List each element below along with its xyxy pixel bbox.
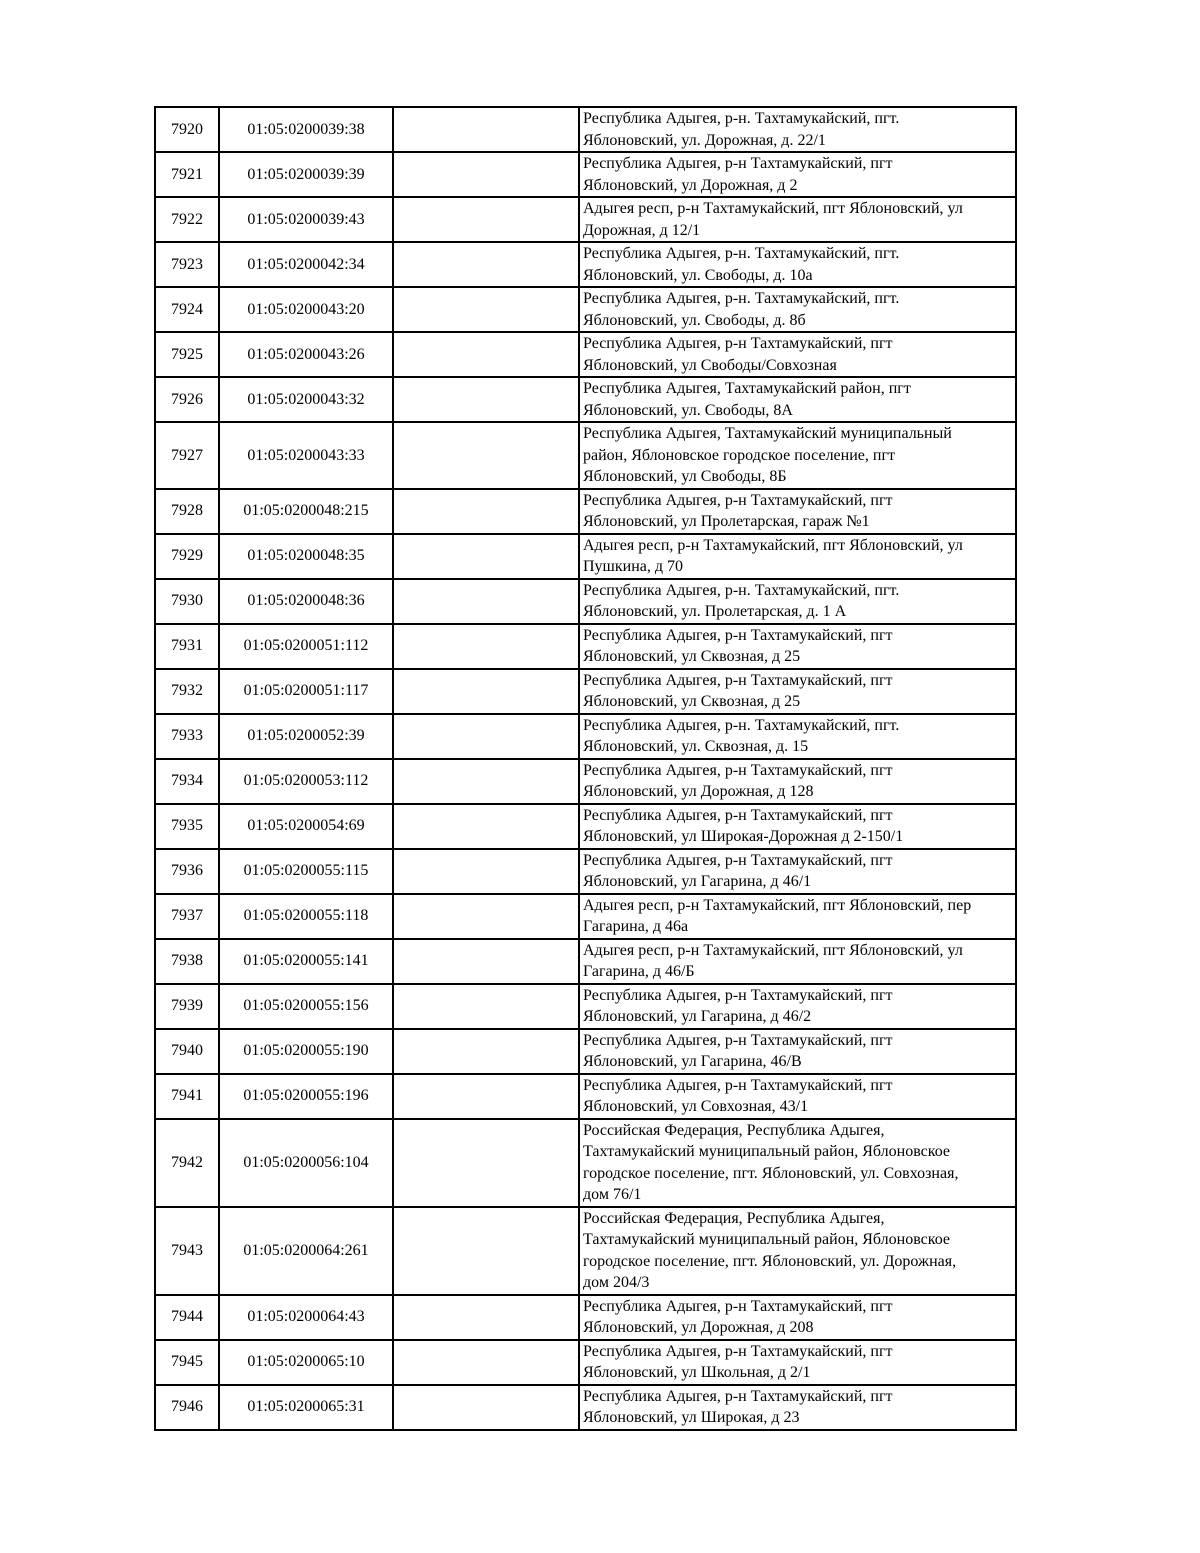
- cadastral-number-cell: 01:05:0200064:43: [219, 1295, 393, 1340]
- row-number-cell: 7941: [155, 1074, 219, 1119]
- address-line: Яблоновский, ул Гагарина, д 46/2: [583, 1008, 812, 1025]
- address-line: Яблоновский, ул Сквозная, д 25: [583, 693, 801, 710]
- empty-cell: [393, 894, 579, 939]
- empty-cell: [393, 1295, 579, 1340]
- empty-cell: [393, 197, 579, 242]
- table-row: [155, 242, 1016, 287]
- address-line: Республика Адыгея, р-н Тахтамукайский, пгт: [583, 1297, 893, 1315]
- cadastral-number-cell: 01:05:0200054:69: [219, 804, 393, 849]
- address-cell: [579, 714, 1016, 759]
- row-number-cell: 7942: [155, 1119, 219, 1207]
- address-line: Адыгея респ, р-н Тахтамукайский, пгт Яблоновский, пер: [583, 896, 972, 914]
- row-number-cell: 7922: [155, 197, 219, 242]
- address-cell: [579, 242, 1016, 287]
- address-line: дом 204/3: [583, 1274, 650, 1291]
- address-line: Гагарина, д 46а: [583, 918, 689, 935]
- empty-cell: [393, 1074, 579, 1119]
- table-row: [155, 152, 1016, 197]
- address-line: Яблоновский, ул Дорожная, д 208: [583, 1319, 814, 1336]
- row-number-cell: 7939: [155, 984, 219, 1029]
- address-line: Яблоновский, ул Дорожная, д 128: [583, 783, 814, 800]
- table-row: [155, 107, 1016, 152]
- address-cell: [579, 1295, 1016, 1340]
- address-cell: [579, 804, 1016, 849]
- row-number-cell: 7938: [155, 939, 219, 984]
- empty-cell: [393, 1207, 579, 1295]
- empty-cell: [393, 1029, 579, 1074]
- empty-cell: [393, 422, 579, 489]
- empty-cell: [393, 152, 579, 197]
- table-row: [155, 804, 1016, 849]
- address-line: Яблоновский, ул Широкая-Дорожная д 2-150/1: [583, 828, 904, 845]
- table-row: [155, 1340, 1016, 1385]
- address-cell: [579, 984, 1016, 1029]
- address-cell: [579, 624, 1016, 669]
- address-line: Яблоновский, ул. Свободы, 8А: [583, 401, 793, 419]
- address-line: Республика Адыгея, р-н. Тахтамукайский, пгт.: [583, 581, 900, 599]
- table-row: [155, 759, 1016, 804]
- address-line: Яблоновский, ул. Свободы, д. 10а: [583, 266, 813, 284]
- table-row: [155, 579, 1016, 624]
- empty-cell: [393, 984, 579, 1029]
- address-line: Республика Адыгея, р-н. Тахтамукайский, пгт.: [583, 245, 900, 262]
- address-line: Дорожная, д 12/1: [583, 221, 701, 239]
- table-row: [155, 939, 1016, 984]
- empty-cell: [393, 579, 579, 624]
- address-cell: [579, 197, 1016, 242]
- cadastral-number-cell: 01:05:0200053:112: [219, 759, 393, 804]
- address-line: Республика Адыгея, Тахтамукайский район, пгт: [583, 380, 911, 397]
- cadastral-number-cell: 01:05:0200056:104: [219, 1119, 393, 1207]
- row-number-cell: 7946: [155, 1385, 219, 1430]
- address-cell: [579, 1385, 1016, 1430]
- address-cell: [579, 1207, 1016, 1295]
- table-row: [155, 1295, 1016, 1340]
- address-line: Российская Федерация, Республика Адыгея,: [583, 1121, 885, 1139]
- address-line: городское поселение, пгт. Яблоновский, ул. Дорожная,: [583, 1252, 957, 1270]
- cadastral-number-cell: 01:05:0200048:35: [219, 534, 393, 579]
- cadastral-number-cell: 01:05:0200043:26: [219, 332, 393, 377]
- empty-cell: [393, 287, 579, 332]
- address-line: Республика Адыгея, р-н Тахтамукайский, пгт: [583, 155, 893, 172]
- address-line: Яблоновский, ул Широкая, д 23: [583, 1409, 800, 1426]
- address-line: Яблоновский, ул Гагарина, д 46/1: [583, 873, 812, 890]
- row-number-cell: 7931: [155, 624, 219, 669]
- address-line: Республика Адыгея, р-н Тахтамукайский, пгт: [583, 1342, 893, 1360]
- address-line: дом 76/1: [583, 1186, 642, 1203]
- address-line: Адыгея респ, р-н Тахтамукайский, пгт Яблоновский, ул: [583, 200, 963, 217]
- address-line: Республика Адыгея, р-н. Тахтамукайский, пгт.: [583, 716, 900, 734]
- table-row: [155, 984, 1016, 1029]
- empty-cell: [393, 849, 579, 894]
- address-cell: [579, 669, 1016, 714]
- table-row: [155, 422, 1016, 489]
- cadastral-number-cell: 01:05:0200043:20: [219, 287, 393, 332]
- address-cell: [579, 1029, 1016, 1074]
- row-number-cell: 7944: [155, 1295, 219, 1340]
- address-line: Яблоновский, ул Сквозная, д 25: [583, 648, 801, 665]
- row-number-cell: 7932: [155, 669, 219, 714]
- address-line: Республика Адыгея, р-н Тахтамукайский, пгт: [583, 335, 893, 352]
- table-row: [155, 894, 1016, 939]
- cadastral-number-cell: 01:05:0200048:215: [219, 489, 393, 534]
- row-number-cell: 7921: [155, 152, 219, 197]
- address-line: Республика Адыгея, р-н Тахтамукайский, пгт: [583, 851, 893, 869]
- address-cell: [579, 1340, 1016, 1385]
- address-line: Республика Адыгея, р-н Тахтамукайский, пгт: [583, 761, 893, 779]
- empty-cell: [393, 1385, 579, 1430]
- empty-cell: [393, 804, 579, 849]
- address-line: Тахтамукайский муниципальный район, Яблоновское: [583, 1231, 951, 1248]
- address-line: Республика Адыгея, р-н Тахтамукайский, пгт: [583, 1076, 893, 1094]
- cadastral-number-cell: 01:05:0200043:32: [219, 377, 393, 422]
- table-row: [155, 1119, 1016, 1207]
- row-number-cell: 7945: [155, 1340, 219, 1385]
- cadastral-number-cell: 01:05:0200055:156: [219, 984, 393, 1029]
- table-row: [155, 332, 1016, 377]
- address-line: Тахтамукайский муниципальный район, Яблоновское: [583, 1143, 951, 1160]
- row-number-cell: 7924: [155, 287, 219, 332]
- address-line: Яблоновский, ул. Сквозная, д. 15: [583, 738, 809, 755]
- cadastral-number-cell: 01:05:0200039:38: [219, 107, 393, 152]
- land-registry-table: [154, 106, 1017, 1431]
- cadastral-number-cell: 01:05:0200055:118: [219, 894, 393, 939]
- row-number-cell: 7935: [155, 804, 219, 849]
- cadastral-number-cell: 01:05:0200051:112: [219, 624, 393, 669]
- address-line: Яблоновский, ул. Дорожная, д. 22/1: [583, 131, 826, 149]
- address-line: Яблоновский, ул. Свободы, д. 8б: [583, 311, 806, 329]
- row-number-cell: 7933: [155, 714, 219, 759]
- address-line: Яблоновский, ул Пролетарская, гараж №1: [583, 513, 870, 530]
- row-number-cell: 7929: [155, 534, 219, 579]
- cadastral-number-cell: 01:05:0200048:36: [219, 579, 393, 624]
- table-row: [155, 624, 1016, 669]
- cadastral-number-cell: 01:05:0200055:141: [219, 939, 393, 984]
- cadastral-number-cell: 01:05:0200052:39: [219, 714, 393, 759]
- empty-cell: [393, 107, 579, 152]
- address-line: Республика Адыгея, р-н Тахтамукайский, пгт: [583, 491, 893, 509]
- address-line: Яблоновский, ул. Пролетарская, д. 1 А: [583, 603, 847, 620]
- row-number-cell: 7936: [155, 849, 219, 894]
- table-row: [155, 714, 1016, 759]
- address-cell: [579, 534, 1016, 579]
- empty-cell: [393, 714, 579, 759]
- table-row: [155, 377, 1016, 422]
- cadastral-number-cell: 01:05:0200042:34: [219, 242, 393, 287]
- address-line: Республика Адыгея, р-н Тахтамукайский, пгт: [583, 1031, 893, 1049]
- address-line: Яблоновский, ул Свободы/Совхозная: [583, 356, 837, 374]
- table-row: [155, 287, 1016, 332]
- address-cell: [579, 849, 1016, 894]
- cadastral-number-cell: 01:05:0200065:10: [219, 1340, 393, 1385]
- address-line: Адыгея респ, р-н Тахтамукайский, пгт Яблоновский, ул: [583, 941, 963, 959]
- cadastral-number-cell: 01:05:0200055:115: [219, 849, 393, 894]
- address-cell: [579, 759, 1016, 804]
- table-row: [155, 1074, 1016, 1119]
- empty-cell: [393, 377, 579, 422]
- cadastral-number-cell: 01:05:0200055:190: [219, 1029, 393, 1074]
- empty-cell: [393, 332, 579, 377]
- address-cell: [579, 1119, 1016, 1207]
- table-row: [155, 197, 1016, 242]
- table-row: [155, 1385, 1016, 1430]
- row-number-cell: 7930: [155, 579, 219, 624]
- address-cell: [579, 107, 1016, 152]
- address-line: Яблоновский, ул Дорожная, д 2: [583, 176, 798, 194]
- empty-cell: [393, 939, 579, 984]
- address-line: Республика Адыгея, Тахтамукайский муниципальный: [583, 425, 952, 442]
- row-number-cell: 7937: [155, 894, 219, 939]
- address-cell: [579, 332, 1016, 377]
- empty-cell: [393, 242, 579, 287]
- row-number-cell: 7927: [155, 422, 219, 489]
- address-line: Яблоновский, ул Гагарина, 46/В: [583, 1053, 802, 1070]
- address-line: городское поселение, пгт. Яблоновский, ул. Совхозная,: [583, 1164, 959, 1182]
- address-line: Гагарина, д 46/Б: [583, 963, 695, 980]
- address-cell: [579, 1074, 1016, 1119]
- address-line: Республика Адыгея, р-н Тахтамукайский, пгт: [583, 806, 893, 824]
- table-row: [155, 489, 1016, 534]
- address-cell: [579, 377, 1016, 422]
- address-line: Яблоновский, ул Свободы, 8Б: [583, 468, 787, 485]
- address-cell: [579, 152, 1016, 197]
- row-number-cell: 7943: [155, 1207, 219, 1295]
- address-line: Республика Адыгея, р-н Тахтамукайский, пгт: [583, 1387, 893, 1405]
- table-row: [155, 669, 1016, 714]
- address-cell: [579, 579, 1016, 624]
- table-body: [155, 107, 1016, 1430]
- row-number-cell: 7940: [155, 1029, 219, 1074]
- empty-cell: [393, 1340, 579, 1385]
- row-number-cell: 7923: [155, 242, 219, 287]
- cadastral-number-cell: 01:05:0200043:33: [219, 422, 393, 489]
- address-line: Республика Адыгея, р-н Тахтамукайский, пгт: [583, 986, 893, 1004]
- row-number-cell: 7920: [155, 107, 219, 152]
- address-line: Пушкина, д 70: [583, 558, 684, 575]
- cadastral-number-cell: 01:05:0200064:261: [219, 1207, 393, 1295]
- address-line: Яблоновский, ул Школьная, д 2/1: [583, 1364, 811, 1381]
- address-line: Республика Адыгея, р-н Тахтамукайский, пгт: [583, 626, 893, 644]
- address-cell: [579, 422, 1016, 489]
- table-row: [155, 1029, 1016, 1074]
- address-line: Республика Адыгея, р-н. Тахтамукайский, пгт.: [583, 110, 900, 127]
- empty-cell: [393, 624, 579, 669]
- address-line: Российская Федерация, Республика Адыгея,: [583, 1209, 885, 1227]
- address-cell: [579, 489, 1016, 534]
- cadastral-number-cell: 01:05:0200051:117: [219, 669, 393, 714]
- empty-cell: [393, 1119, 579, 1207]
- empty-cell: [393, 759, 579, 804]
- empty-cell: [393, 669, 579, 714]
- empty-cell: [393, 489, 579, 534]
- table-row: [155, 849, 1016, 894]
- row-number-cell: 7926: [155, 377, 219, 422]
- cadastral-number-cell: 01:05:0200039:39: [219, 152, 393, 197]
- address-line: Республика Адыгея, р-н. Тахтамукайский, пгт.: [583, 290, 900, 307]
- cadastral-number-cell: 01:05:0200055:196: [219, 1074, 393, 1119]
- row-number-cell: 7925: [155, 332, 219, 377]
- table-row: [155, 1207, 1016, 1295]
- address-cell: [579, 939, 1016, 984]
- table-row: [155, 534, 1016, 579]
- row-number-cell: 7934: [155, 759, 219, 804]
- address-line: Адыгея респ, р-н Тахтамукайский, пгт Яблоновский, ул: [583, 536, 963, 554]
- cadastral-number-cell: 01:05:0200039:43: [219, 197, 393, 242]
- address-cell: [579, 894, 1016, 939]
- address-line: район, Яблоновское городское поселение, пгт: [583, 446, 895, 464]
- cadastral-number-cell: 01:05:0200065:31: [219, 1385, 393, 1430]
- row-number-cell: 7928: [155, 489, 219, 534]
- address-line: Яблоновский, ул Совхозная, 43/1: [583, 1098, 809, 1115]
- address-line: Республика Адыгея, р-н Тахтамукайский, пгт: [583, 671, 893, 689]
- address-cell: [579, 287, 1016, 332]
- empty-cell: [393, 534, 579, 579]
